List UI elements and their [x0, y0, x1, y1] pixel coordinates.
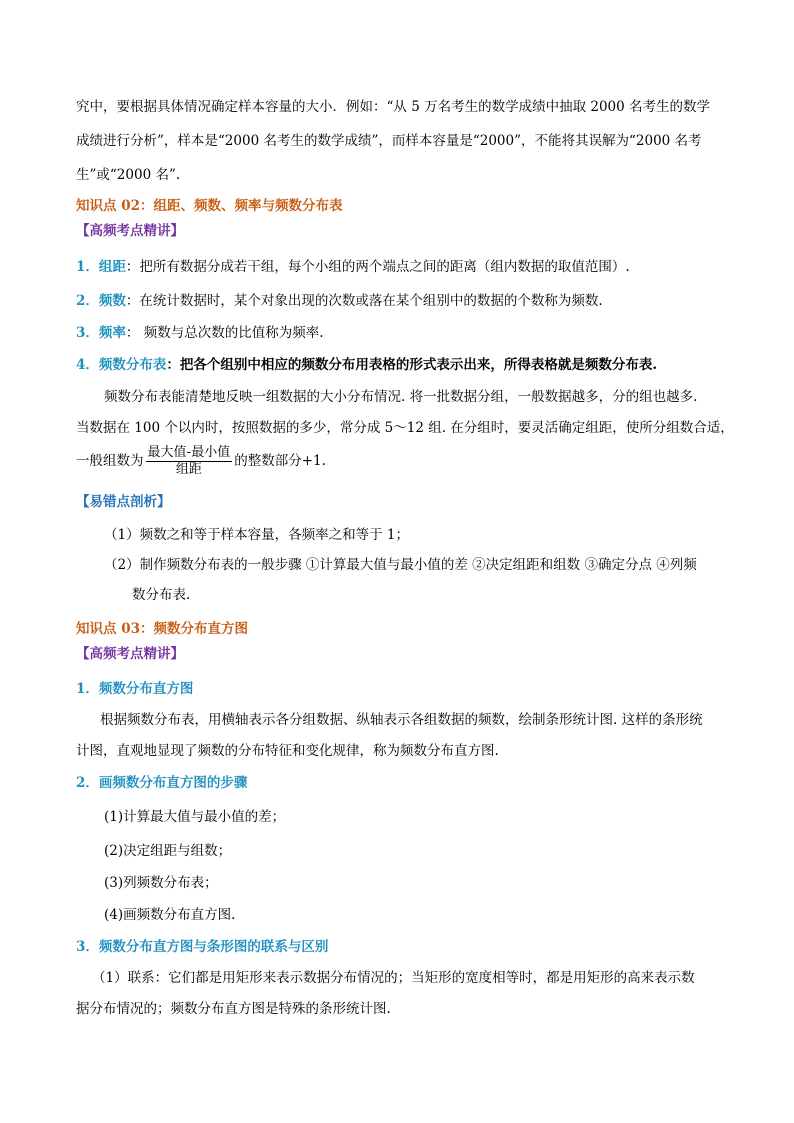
kp02-title: 知识点 02：组距、频数、频率与频数分布表	[76, 198, 343, 214]
kp02-para-line-3	[0, 444, 326, 478]
para-prefix: 一般组数为	[76, 453, 144, 469]
intro-line-2: 成绩进行分析”，样本是“2000 名考生的数学成绩”，而样本容量是“2000”，不能将其误解为“2000 名考	[76, 133, 702, 149]
intro-line-1: 究中，要根据具体情况确定样本容量的大小．例如：“从 5 万名考生的数学成绩中抽取 2000 名考生的数学	[76, 99, 711, 115]
kp02-error-2-line-1: （2）制作频数分布表的一般步骤 ①计算最大值与最小值的差 ②决定组距和组数 ③确定分点 ④列频	[104, 557, 697, 573]
item-number: 1．	[76, 259, 99, 275]
item-term: 频率	[98, 325, 126, 341]
kp03-step-1: (1)计算最大值与最小值的差；	[104, 809, 286, 825]
item-number: 4．	[76, 357, 99, 373]
kp03-step-3: (3)列频数分布表；	[104, 875, 218, 891]
kp02-item-4	[0, 354, 657, 376]
item-term: 组距	[98, 259, 126, 275]
heading-number: 1．	[76, 681, 99, 697]
kp03-heading-1	[0, 678, 193, 700]
kp02-item-1	[0, 256, 630, 278]
kp03-title: 知识点 03：频数分布直方图	[76, 621, 248, 637]
kp03-step-4: (4)画频数分布直方图.	[104, 907, 236, 923]
kp02-error-1: （1）频数之和等于样本容量，各频率之和等于 1；	[104, 527, 409, 543]
fraction-denominator: 组距	[175, 462, 202, 477]
fraction-numerator: 最大值-最小值	[147, 445, 231, 460]
kp03-heading-3	[0, 936, 328, 958]
kp03-para-3-line-2: 据分布情况的；频数分布直方图是特殊的条形统计图.	[76, 1001, 391, 1017]
kp03-para-3-line-1: （1）联系：它们都是用矩形来表示数据分布情况的；当矩形的宽度相等时，都是用矩形的高来表示数	[92, 970, 695, 986]
kp03-para-1-line-1: 根据频数分布表，用横轴表示各分组数据、纵轴表示各组数据的频数，绘制条形统计图. 这样的条形统	[100, 712, 703, 728]
item-text: ： 频数与总次数的比值称为频率.	[125, 325, 324, 341]
intro-line-3: 生”或“2000 名”.	[76, 167, 181, 183]
intro-paragraph	[0, 90, 794, 192]
kp02-para-line-1: 频数分布表能清楚地反映一组数据的大小分布情况. 将一批数据分组，一般数据越多，分的组也越多.	[104, 389, 698, 405]
kp02-error-bracket: 【易错点剖析】	[76, 494, 171, 510]
para-suffix: 的整数部分+1.	[234, 453, 326, 469]
heading-text: 频数分布直方图与条形图的联系与区别	[98, 939, 329, 955]
kp03-bracket: 【高频考点精讲】	[76, 646, 184, 662]
heading-number: 2．	[76, 775, 99, 791]
item-term: 频数	[98, 293, 126, 309]
kp03-heading-2	[0, 772, 247, 794]
heading-number: 3．	[76, 939, 99, 955]
kp02-item-2	[0, 290, 603, 312]
item-text: ：在统计数据时，某个对象出现的次数或落在某个组别中的数据的个数称为频数.	[125, 293, 603, 309]
heading-text: 频数分布直方图	[98, 681, 194, 697]
item-text: ：把所有数据分成若干组，每个小组的两个端点之间的距离（组内数据的取值范围）.	[125, 259, 630, 275]
kp03-step-2: (2)决定组距与组数；	[104, 843, 232, 859]
item-term: 频数分布表	[98, 357, 167, 373]
item-text: ：把各个组别中相应的频数分布用表格的形式表示出来，所得表格就是频数分布表.	[166, 357, 658, 373]
heading-text: 画频数分布直方图的步骤	[98, 775, 248, 791]
kp03-para-1-line-2: 计图，直观地显现了频数的分布特征和变化规律，称为频数分布直方图.	[76, 743, 499, 759]
kp02-para-line-2: 当数据在 100 个以内时，按照数据的多少，常分成 5～12 组. 在分组时，要灵活确定组距，使所分组数合适，	[76, 420, 734, 436]
kp02-bracket: 【高频考点精讲】	[76, 223, 184, 239]
item-number: 2．	[76, 293, 99, 309]
kp02-error-2-line-2: 数分布表.	[132, 587, 191, 603]
kp02-item-3	[0, 322, 324, 344]
group-count-fraction	[146, 445, 233, 478]
item-number: 3．	[76, 325, 99, 341]
